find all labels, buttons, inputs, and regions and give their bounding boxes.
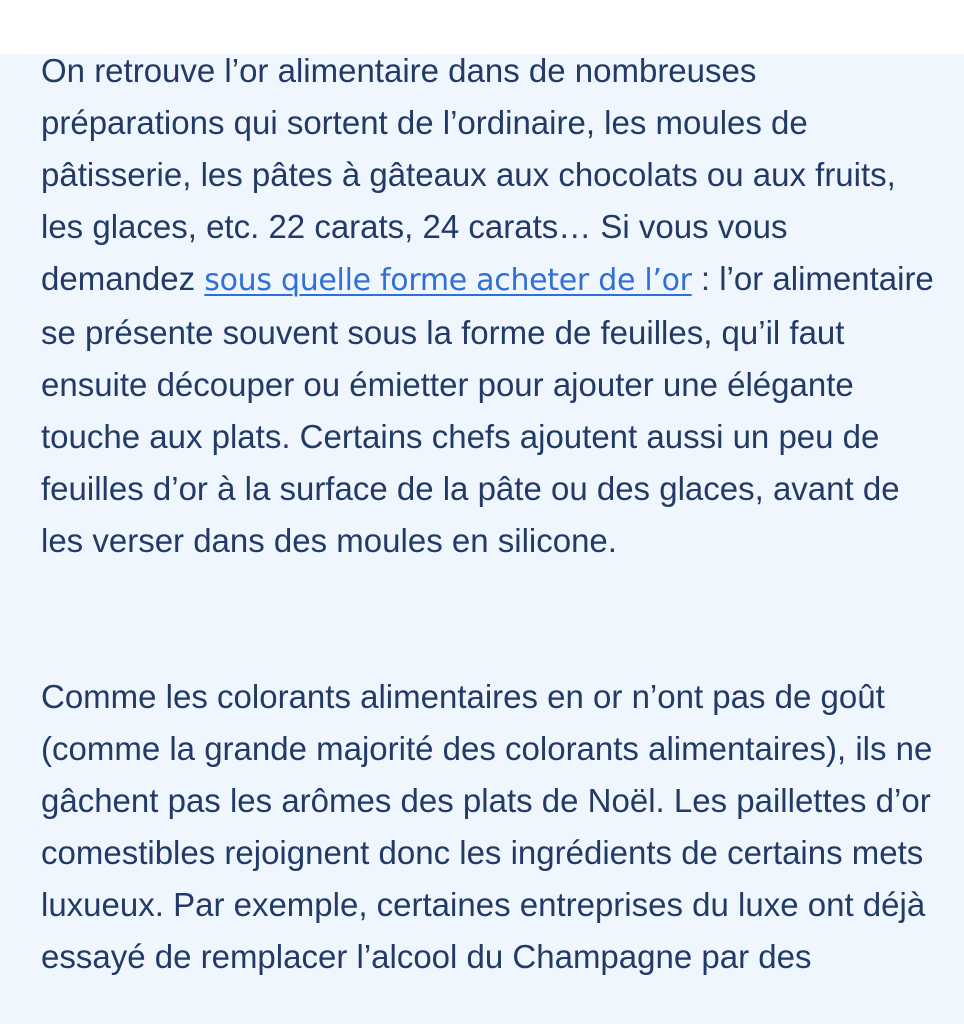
paragraph-gold-uses (41, 54, 941, 567)
article-container (0, 54, 964, 1024)
paragraph-text-after-link: : l’or alimentaire se présente souvent sous la forme de feuilles, qu’il faut ensuite découper ou émietter pour ajouter une élégante touche aux plats. Certains chefs ajoutent aussi un peu de feuilles d’or à la surface de la pâte ou des glaces, avant de les verser dans des moules en silicone. (41, 260, 934, 559)
paragraph-text-before-link: On retrouve l’or alimentaire dans de nombreuses préparations qui sortent de l’ordinaire, les moules de pâtisserie, les pâtes à gâteaux aux chocolats ou aux fruits, les glaces, etc. 22 carats, 24 carats… Si vous vous demandez (41, 54, 896, 297)
top-bar (0, 0, 964, 54)
buy-gold-link[interactable]: sous quelle forme acheter de l’or (204, 263, 692, 298)
paragraph-gold-taste: Comme les colorants alimentaires en or n’ont pas de goût (comme la grande majorité des colorants alimentaires), ils ne gâchent pas les arômes des plats de Noël. Les paillettes d’or comestibles rejoignent donc les ingrédients de certains mets luxueux. Par exemple, certaines entreprises du luxe ont déjà essayé de remplacer l’alcool du Champagne par des (41, 678, 933, 975)
